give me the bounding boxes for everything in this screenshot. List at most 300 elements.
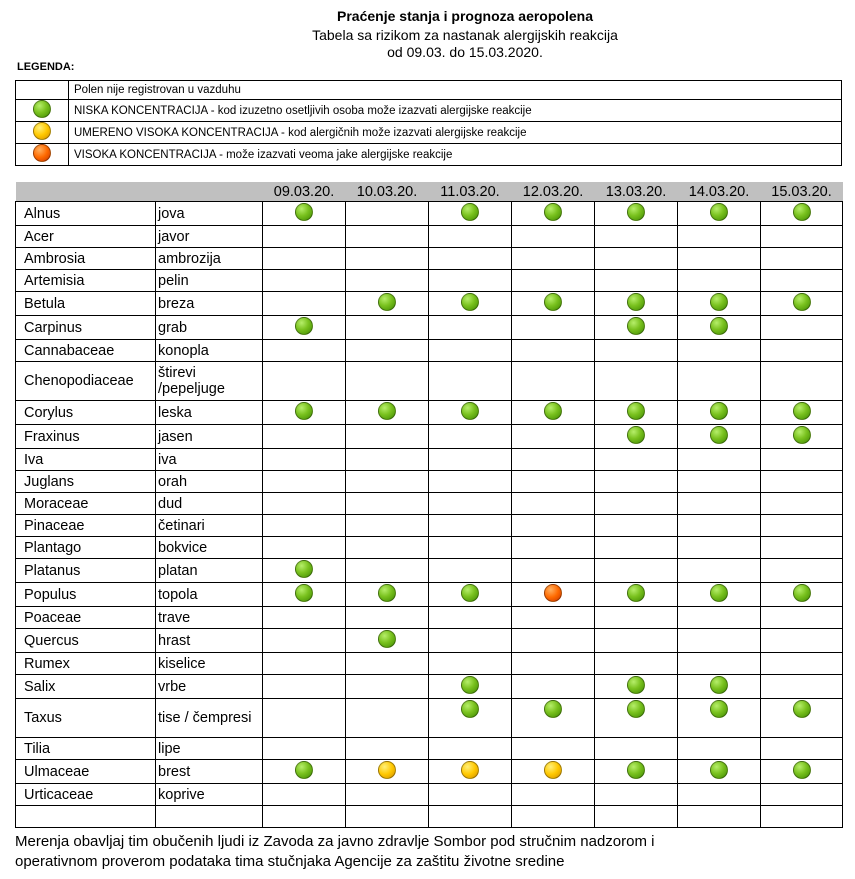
pollen-table — [15, 182, 843, 828]
local-name: platan — [156, 559, 263, 583]
day-cell — [595, 629, 678, 653]
latin-name: Cannabaceae — [16, 340, 156, 362]
day-cell — [761, 607, 843, 629]
table-row — [16, 425, 843, 449]
local-name: iva — [156, 449, 263, 471]
legend-text: Polen nije registrovan u vazduhu — [69, 81, 842, 100]
day-cell — [346, 226, 429, 248]
latin-name: Ulmaceae — [16, 760, 156, 784]
day-cell — [678, 537, 761, 559]
day-cell — [263, 806, 346, 828]
day-cell — [429, 270, 512, 292]
table-row — [16, 270, 843, 292]
local-name: dud — [156, 493, 263, 515]
day-cell — [761, 316, 843, 340]
day-cell — [429, 248, 512, 270]
latin-name: Tilia — [16, 738, 156, 760]
day-cell — [346, 583, 429, 607]
table-row — [16, 607, 843, 629]
green-dot-icon — [295, 402, 313, 420]
day-cell — [346, 449, 429, 471]
yellow-dot-icon — [33, 122, 51, 140]
day-cell — [346, 515, 429, 537]
day-cell — [678, 425, 761, 449]
day-cell — [429, 583, 512, 607]
day-cell — [512, 760, 595, 784]
local-name: koprive — [156, 784, 263, 806]
day-cell — [263, 425, 346, 449]
day-cell — [678, 202, 761, 226]
day-cell — [429, 806, 512, 828]
day-cell — [429, 449, 512, 471]
table-row — [16, 583, 843, 607]
day-cell — [429, 653, 512, 675]
footer-note — [15, 832, 845, 872]
day-cell — [346, 401, 429, 425]
day-cell — [263, 784, 346, 806]
day-cell — [512, 607, 595, 629]
green-dot-icon — [793, 426, 811, 444]
day-cell — [263, 607, 346, 629]
day-cell — [346, 760, 429, 784]
day-cell — [346, 248, 429, 270]
day-cell — [263, 493, 346, 515]
day-cell — [512, 425, 595, 449]
day-cell — [761, 292, 843, 316]
green-dot-icon — [793, 203, 811, 221]
day-cell — [595, 583, 678, 607]
latin-name: Corylus — [16, 401, 156, 425]
day-cell — [346, 629, 429, 653]
date-header: 14.03.20. — [678, 182, 761, 202]
day-cell — [512, 226, 595, 248]
day-cell — [263, 270, 346, 292]
day-cell — [429, 316, 512, 340]
day-cell — [346, 292, 429, 316]
page-title: Praćenje stanja i prognoza aeropolena — [337, 8, 593, 24]
day-cell — [346, 270, 429, 292]
latin-name: Juglans — [16, 471, 156, 493]
day-cell — [512, 493, 595, 515]
date-period: od 09.03. do 15.03.2020. — [387, 44, 543, 60]
day-cell — [761, 449, 843, 471]
day-cell — [761, 806, 843, 828]
green-dot-icon — [627, 700, 645, 718]
date-header: 10.03.20. — [346, 182, 429, 202]
green-dot-icon — [627, 426, 645, 444]
table-row — [16, 202, 843, 226]
day-cell — [678, 559, 761, 583]
day-cell — [512, 738, 595, 760]
day-cell — [761, 515, 843, 537]
day-cell — [595, 493, 678, 515]
green-dot-icon — [378, 630, 396, 648]
day-cell — [761, 537, 843, 559]
date-header: 13.03.20. — [595, 182, 678, 202]
day-cell — [595, 784, 678, 806]
day-cell — [678, 629, 761, 653]
table-row — [16, 292, 843, 316]
green-dot-icon — [461, 676, 479, 694]
day-cell — [595, 316, 678, 340]
legend-table — [15, 80, 842, 166]
day-cell — [346, 340, 429, 362]
day-cell — [595, 738, 678, 760]
date-header: 12.03.20. — [512, 182, 595, 202]
day-cell — [263, 675, 346, 699]
day-cell — [429, 738, 512, 760]
day-cell — [595, 425, 678, 449]
local-name: orah — [156, 471, 263, 493]
legend-row-mid — [16, 122, 842, 144]
day-cell — [263, 471, 346, 493]
table-row — [16, 316, 843, 340]
legend-row-high — [16, 144, 842, 166]
green-dot-icon — [627, 584, 645, 602]
table-row — [16, 559, 843, 583]
day-cell — [595, 248, 678, 270]
table-row — [16, 738, 843, 760]
day-cell — [595, 270, 678, 292]
day-cell — [595, 607, 678, 629]
day-cell — [678, 316, 761, 340]
day-cell — [761, 362, 843, 401]
day-cell — [346, 653, 429, 675]
day-cell — [346, 493, 429, 515]
day-cell — [512, 583, 595, 607]
table-row — [16, 537, 843, 559]
table-row — [16, 699, 843, 738]
day-cell — [595, 515, 678, 537]
day-cell — [678, 515, 761, 537]
day-cell — [678, 699, 761, 738]
day-cell — [595, 471, 678, 493]
day-cell — [595, 699, 678, 738]
table-row — [16, 653, 843, 675]
day-cell — [678, 270, 761, 292]
day-cell — [512, 270, 595, 292]
legend-row-low — [16, 100, 842, 122]
day-cell — [263, 760, 346, 784]
green-dot-icon — [295, 584, 313, 602]
table-row — [16, 226, 843, 248]
legend-heading: LEGENDA: — [17, 61, 75, 73]
day-cell — [595, 292, 678, 316]
table-row — [16, 248, 843, 270]
green-dot-icon — [378, 402, 396, 420]
day-cell — [263, 226, 346, 248]
day-cell — [429, 784, 512, 806]
day-cell — [678, 738, 761, 760]
day-cell — [346, 537, 429, 559]
day-cell — [595, 202, 678, 226]
day-cell — [429, 493, 512, 515]
green-dot-icon — [793, 761, 811, 779]
day-cell — [678, 449, 761, 471]
local-name: četinari — [156, 515, 263, 537]
day-cell — [512, 471, 595, 493]
day-cell — [761, 471, 843, 493]
day-cell — [512, 292, 595, 316]
local-name: tise / čempresi — [156, 699, 263, 738]
local-name: breza — [156, 292, 263, 316]
day-cell — [346, 202, 429, 226]
green-dot-icon — [710, 761, 728, 779]
day-cell — [678, 806, 761, 828]
latin-name: Platanus — [16, 559, 156, 583]
green-dot-icon — [793, 700, 811, 718]
page-subtitle: Tabela sa rizikom za nastanak alergijskih reakcija — [312, 27, 618, 43]
green-dot-icon — [627, 761, 645, 779]
local-name: pelin — [156, 270, 263, 292]
green-dot-icon — [710, 584, 728, 602]
local-name: jasen — [156, 425, 263, 449]
day-cell — [263, 292, 346, 316]
green-dot-icon — [710, 402, 728, 420]
day-cell — [429, 559, 512, 583]
day-cell — [761, 226, 843, 248]
day-cell — [263, 629, 346, 653]
day-cell — [346, 699, 429, 738]
latin-name: Poaceae — [16, 607, 156, 629]
day-cell — [512, 340, 595, 362]
table-row — [16, 806, 843, 828]
date-header: 15.03.20. — [761, 182, 843, 202]
day-cell — [346, 675, 429, 699]
green-dot-icon — [710, 676, 728, 694]
legend-row-none — [16, 81, 842, 100]
day-cell — [678, 340, 761, 362]
day-cell — [678, 784, 761, 806]
legend-text: VISOKA KONCENTRACIJA - može izazvati veoma jake alergijske reakcije — [69, 144, 842, 166]
footer-line: Merenja obavljaj tim obučenih ljudi iz Zavoda za javno zdravlje Sombor pod stručnim nadzorom i — [15, 833, 655, 850]
day-cell — [429, 607, 512, 629]
day-cell — [263, 340, 346, 362]
latin-name: Moraceae — [16, 493, 156, 515]
latin-name: Chenopodiaceae — [16, 362, 156, 401]
day-cell — [346, 316, 429, 340]
table-row — [16, 362, 843, 401]
latin-name: Taxus — [16, 699, 156, 738]
latin-name: Urticaceae — [16, 784, 156, 806]
green-dot-icon — [544, 293, 562, 311]
day-cell — [512, 559, 595, 583]
day-cell — [512, 362, 595, 401]
day-cell — [263, 316, 346, 340]
yellow-dot-icon — [544, 761, 562, 779]
day-cell — [512, 675, 595, 699]
day-cell — [678, 675, 761, 699]
day-cell — [263, 583, 346, 607]
legend-swatch-none — [16, 81, 69, 100]
green-dot-icon — [461, 293, 479, 311]
day-cell — [595, 675, 678, 699]
green-dot-icon — [710, 293, 728, 311]
day-cell — [263, 559, 346, 583]
day-cell — [678, 362, 761, 401]
day-cell — [595, 401, 678, 425]
day-cell — [346, 425, 429, 449]
day-cell — [429, 537, 512, 559]
green-dot-icon — [793, 584, 811, 602]
day-cell — [429, 292, 512, 316]
footer-line: operativnom proverom podataka tima stučnjaka Agencije za zaštitu životne sredine — [15, 853, 565, 870]
local-name: vrbe — [156, 675, 263, 699]
latin-name: Fraxinus — [16, 425, 156, 449]
day-cell — [512, 449, 595, 471]
local-name: lipe — [156, 738, 263, 760]
green-dot-icon — [627, 293, 645, 311]
day-cell — [678, 583, 761, 607]
table-row — [16, 493, 843, 515]
latin-name: Betula — [16, 292, 156, 316]
local-name: ambrozija — [156, 248, 263, 270]
day-cell — [512, 653, 595, 675]
latin-name: Salix — [16, 675, 156, 699]
local-name: javor — [156, 226, 263, 248]
day-cell — [429, 362, 512, 401]
orange-dot-icon — [544, 584, 562, 602]
latin-name: Populus — [16, 583, 156, 607]
local-name — [156, 806, 263, 828]
day-cell — [678, 493, 761, 515]
legend-text: NISKA KONCENTRACIJA - kod izuzetno osetljivih osoba može izazvati alergijske reakcije — [69, 100, 842, 122]
day-cell — [263, 202, 346, 226]
latin-name: Iva — [16, 449, 156, 471]
latin-name: Carpinus — [16, 316, 156, 340]
day-cell — [595, 449, 678, 471]
green-dot-icon — [710, 203, 728, 221]
day-cell — [512, 699, 595, 738]
day-cell — [263, 449, 346, 471]
table-row — [16, 449, 843, 471]
table-header-row — [16, 182, 843, 202]
day-cell — [429, 760, 512, 784]
day-cell — [595, 653, 678, 675]
green-dot-icon — [378, 293, 396, 311]
day-cell — [429, 699, 512, 738]
day-cell — [761, 401, 843, 425]
date-header: 09.03.20. — [263, 182, 346, 202]
green-dot-icon — [627, 203, 645, 221]
day-cell — [761, 629, 843, 653]
green-dot-icon — [295, 317, 313, 335]
table-row — [16, 675, 843, 699]
green-dot-icon — [461, 203, 479, 221]
day-cell — [595, 760, 678, 784]
day-cell — [512, 629, 595, 653]
local-name: trave — [156, 607, 263, 629]
yellow-dot-icon — [461, 761, 479, 779]
green-dot-icon — [627, 676, 645, 694]
day-cell — [346, 471, 429, 493]
green-dot-icon — [544, 700, 562, 718]
day-cell — [761, 270, 843, 292]
local-name: bokvice — [156, 537, 263, 559]
latin-name: Acer — [16, 226, 156, 248]
green-dot-icon — [295, 761, 313, 779]
green-dot-icon — [710, 426, 728, 444]
day-cell — [429, 515, 512, 537]
day-cell — [346, 784, 429, 806]
green-dot-icon — [793, 293, 811, 311]
day-cell — [512, 515, 595, 537]
table-row — [16, 515, 843, 537]
latin-name — [16, 806, 156, 828]
day-cell — [346, 559, 429, 583]
day-cell — [346, 738, 429, 760]
day-cell — [263, 537, 346, 559]
green-dot-icon — [793, 402, 811, 420]
day-cell — [263, 738, 346, 760]
day-cell — [263, 401, 346, 425]
latin-name: Plantago — [16, 537, 156, 559]
day-cell — [512, 248, 595, 270]
local-name: brest — [156, 760, 263, 784]
day-cell — [761, 699, 843, 738]
day-cell — [429, 675, 512, 699]
day-cell — [761, 738, 843, 760]
latin-name: Artemisia — [16, 270, 156, 292]
date-header: 11.03.20. — [429, 182, 512, 202]
day-cell — [429, 629, 512, 653]
green-dot-icon — [295, 560, 313, 578]
table-row — [16, 784, 843, 806]
day-cell — [429, 401, 512, 425]
day-cell — [512, 316, 595, 340]
day-cell — [595, 806, 678, 828]
day-cell — [512, 784, 595, 806]
day-cell — [346, 806, 429, 828]
latin-name: Pinaceae — [16, 515, 156, 537]
local-name: grab — [156, 316, 263, 340]
day-cell — [263, 699, 346, 738]
day-cell — [678, 653, 761, 675]
yellow-dot-icon — [378, 761, 396, 779]
day-cell — [761, 493, 843, 515]
green-dot-icon — [710, 700, 728, 718]
table-row — [16, 340, 843, 362]
green-dot-icon — [544, 203, 562, 221]
day-cell — [761, 559, 843, 583]
day-cell — [761, 653, 843, 675]
green-dot-icon — [544, 402, 562, 420]
day-cell — [263, 362, 346, 401]
local-name: konopla — [156, 340, 263, 362]
orange-dot-icon — [33, 144, 51, 162]
local-name: hrast — [156, 629, 263, 653]
day-cell — [761, 202, 843, 226]
day-cell — [429, 202, 512, 226]
day-cell — [595, 362, 678, 401]
latin-name: Quercus — [16, 629, 156, 653]
day-cell — [346, 362, 429, 401]
legend-text: UMERENO VISOKA KONCENTRACIJA - kod alergičnih može izazvati alergijske reakcije — [69, 122, 842, 144]
day-cell — [512, 202, 595, 226]
day-cell — [761, 340, 843, 362]
local-name: jova — [156, 202, 263, 226]
table-row — [16, 471, 843, 493]
day-cell — [263, 248, 346, 270]
local-name: leska — [156, 401, 263, 425]
green-dot-icon — [627, 317, 645, 335]
day-cell — [761, 760, 843, 784]
day-cell — [761, 248, 843, 270]
day-cell — [512, 537, 595, 559]
green-dot-icon — [461, 700, 479, 718]
green-dot-icon — [461, 584, 479, 602]
day-cell — [761, 784, 843, 806]
